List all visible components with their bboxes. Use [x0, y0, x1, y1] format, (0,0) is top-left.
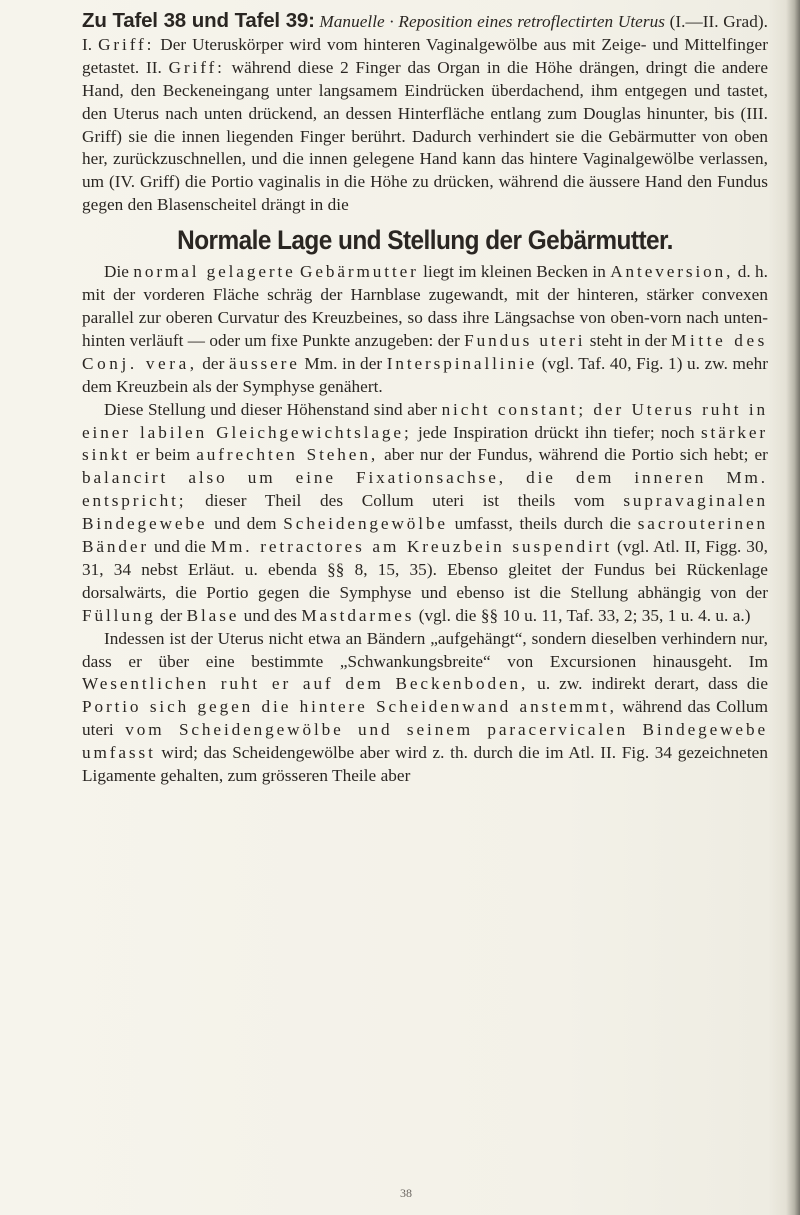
- paragraph-normal-position: Die normal gelagerte Gebärmutter liegt im kleinen Becken in Anteversion, d. h. mit der vorderen Fläche schräg der Harnblase zugewandt, mit der hinteren, stärker convexen parallel zur oberen Curvatur des Kreuzbeines, so dass ihre Längsachse von oben-vorn nach unten-hinten verläuft — oder um fixe Punkte anzugeben: der Fundus uteri steht in der Mitte des Conj. vera, der äussere Mm. in der Interspinallinie (vgl. Taf. 40, Fig. 1) u. zw. mehr dem Kreuzbein als der Symphyse genähert.: [82, 262, 769, 396]
- paragraph-pelvic-floor: Indessen ist der Uterus nicht etwa an Bändern „aufgehängt“, sondern dieselben verhindern nur, dass er über eine bestimmte „Schwankungsbreite“ von Excursionen hinausgeht. Im Wesentlichen ruht er auf dem Beckenboden, u. zw. indirekt derart, dass die Portio sich gegen die hintere Scheidenwand anstemmt, während das Collum uteri vom Scheidengewölbe und seinem paracervicalen Bindegewebe umfasst wird; das Scheidengewölbe aber wird z. th. durch die im Atl. II. Fig. 34 gezeichneten Ligamente gehalten, zum grösseren Theile aber: [82, 628, 769, 786]
- page-gutter-shadow: [786, 0, 800, 1215]
- page-text: [82, 10, 768, 788]
- paragraph-stability: Diese Stellung und dieser Höhenstand sind aber nicht constant; der Uterus ruht in einer labilen Gleichgewichtslage; jede Inspiration drückt ihn tiefer; noch stärker sinkt er beim aufrechten Stehen, aber nur der Fundus, während die Portio sich hebt; er balancirt also um eine Fixationsachse, die dem inneren Mm. entspricht; dieser Theil des Collum uteri ist theils vom supravaginalen Bindegewebe und dem Scheidengewölbe umfasst, theils durch die sacrouterinen Bänder und die Mm. retractores am Kreuzbein suspendirt (vgl. Atl. II, Figg. 30, 31, 34 nebst Erläut. u. ebenda §§ 8, 15, 35). Ebenso gleitet der Fundus bei Rückenlage dorsalwärts, die Portio gegen die Symphyse und ebenso ist die Stellung abhängig von der Füllung der Blase und des Mastdarmes (vgl. die §§ 10 u. 11, Taf. 33, 2; 35, 1 u. 4. u. a.): [82, 399, 768, 625]
- griff-label: Griff:: [98, 34, 155, 54]
- plate-heading: Zu Tafel 38 und Tafel 39:: [82, 9, 315, 32]
- plate-heading-italic: Manuelle · Reposition eines retroflectirten Uterus: [319, 12, 665, 31]
- griff-label: Griff:: [168, 57, 225, 77]
- intro-paragraph: Zu Tafel 38 und Tafel 39: Manuelle · Reposition eines retroflectirten Uterus (I.—II. Grad). I. Griff: Der Uteruskörper wird vom hinteren Vaginalgewölbe aus mit Zeige- und Mittelfinger getastet. II. Griff: während diese 2 Finger das Organ in die Höhe drängen, dringt die andere Hand, den Beckeneingang unter langsamem Eindrücken überdachend, ihm entgegen und tastet, den Uterus nach unten drückend, an dessen Hinterfläche entlang zum Douglas hinunter, bis (III. Griff) sie die innen liegenden Finger berührt. Dadurch verhindert sie die Gebärmutter von oben her, zurückzuschnellen, und die innen gelegene Hand kann das hintere Vaginalgewölbe verlassen, um (IV. Griff) die Portio vaginalis in die Höhe zu drücken, während die äussere Hand den Fundus gegen den Blasenscheitel drängt in die: [82, 9, 769, 215]
- page-number: 38: [400, 1186, 412, 1200]
- section-title: Normale Lage und Stellung der Gebärmutter.: [177, 225, 673, 256]
